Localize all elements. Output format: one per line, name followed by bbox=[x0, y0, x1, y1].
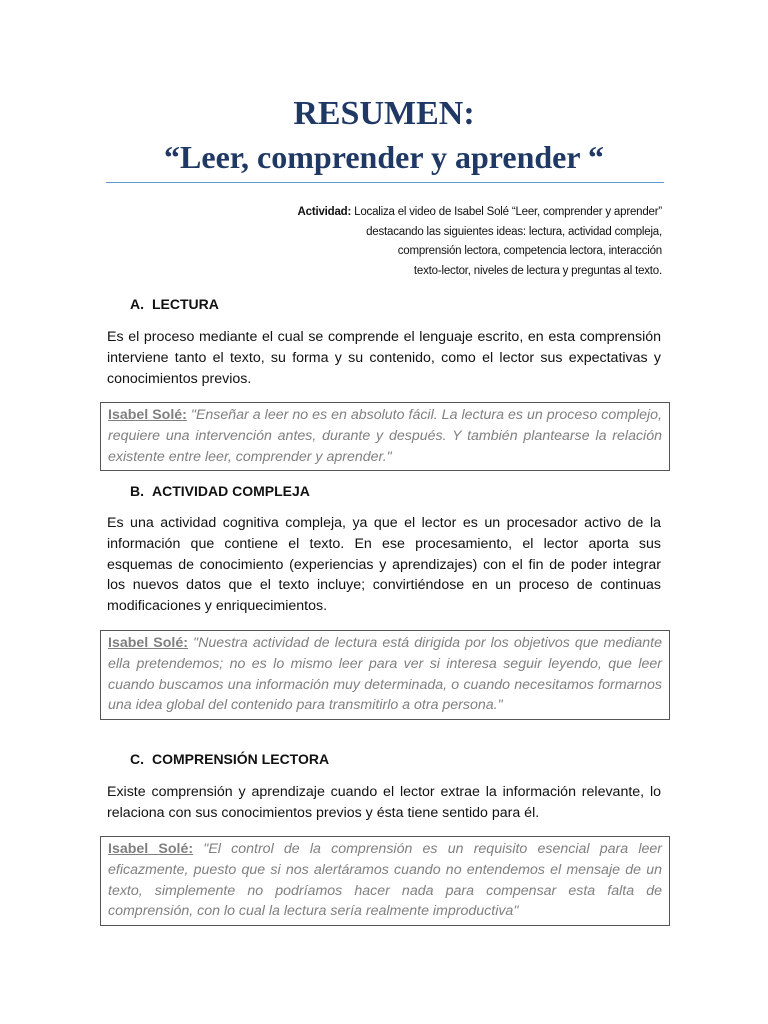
section-b-paragraph: Es una actividad cognitiva compleja, ya que el lector es un procesador activo de la información que contiene el texto. En ese procesamiento, el lector aporta sus esquemas de conocimiento (experiencias y aprendizajes) con el fin de poder integrar los nuevos datos que el texto incluye; convirtiéndose en un proceso de continuas modificaciones y enriquecimientos. bbox=[107, 515, 661, 615]
quote-author: Isabel Solé: bbox=[108, 407, 187, 423]
document-title: RESUMEN: bbox=[293, 95, 475, 132]
section-c-paragraph: Existe comprensión y aprendizaje cuando el lector extrae la información relevante, lo relaciona con sus conocimientos previos y ésta tiene sentido para él. bbox=[107, 784, 661, 821]
activity-line-4: texto-lector, niveles de lectura y preguntas al texto. bbox=[413, 264, 662, 277]
section-a-heading: A. LECTURA bbox=[130, 296, 219, 312]
activity-instructions bbox=[192, 203, 662, 281]
quote-text: "Nuestra actividad de lectura está dirigida por los objetivos que mediante ella pretendemos; no es lo mismo leer para ver si interesa seguir leyendo, que leer cuando buscamos una información muy determinada, o cuando necesitamos formarnos una idea global del contenido para transmitirlo a otra persona." bbox=[108, 635, 662, 714]
section-a-quote bbox=[100, 402, 670, 471]
quote-author: Isabel Solé: bbox=[108, 841, 194, 857]
section-a-paragraph: Es el proceso mediante el cual se comprende el lenguaje escrito, en esta comprensión interviene tanto el texto, su forma y su contenido, como el lector sus expectativas y conocimientos previos. bbox=[107, 329, 661, 387]
quote-text: "El control de la comprensión es un requisito esencial para leer eficazmente, puesto que si nos alertáramos cuando no entendemos el mensaje de un texto, simplemente no podríamos hacer nada para compensar esta falta de comprensión, con lo cual la lectura sería realmente improductiva" bbox=[108, 841, 662, 920]
document-subtitle: “Leer, comprender y aprender “ bbox=[164, 139, 604, 175]
activity-line-3: comprensión lectora, competencia lectora, interacción bbox=[397, 245, 662, 257]
activity-label: Actividad: bbox=[297, 206, 352, 218]
activity-line-2: destacando las siguientes ideas: lectura, actividad compleja, bbox=[366, 225, 662, 238]
section-c-quote bbox=[100, 836, 670, 926]
section-c-heading: C. COMPRENSIÓN LECTORA bbox=[130, 751, 330, 767]
section-b-quote bbox=[100, 630, 670, 720]
activity-line-1: Actividad: Localiza el video de Isabel Solé “Leer, comprender y aprender” bbox=[297, 206, 662, 218]
quote-author: Isabel Solé: bbox=[108, 635, 188, 651]
quote-text: "Enseñar a leer no es en absoluto fácil. La lectura es un proceso complejo, requiere una intervención antes, durante y después. Y también plantearse la relación existente entre leer, comprender y aprender." bbox=[108, 407, 662, 465]
title-divider bbox=[106, 182, 664, 183]
section-b-heading: B. ACTIVIDAD COMPLEJA bbox=[130, 483, 310, 499]
